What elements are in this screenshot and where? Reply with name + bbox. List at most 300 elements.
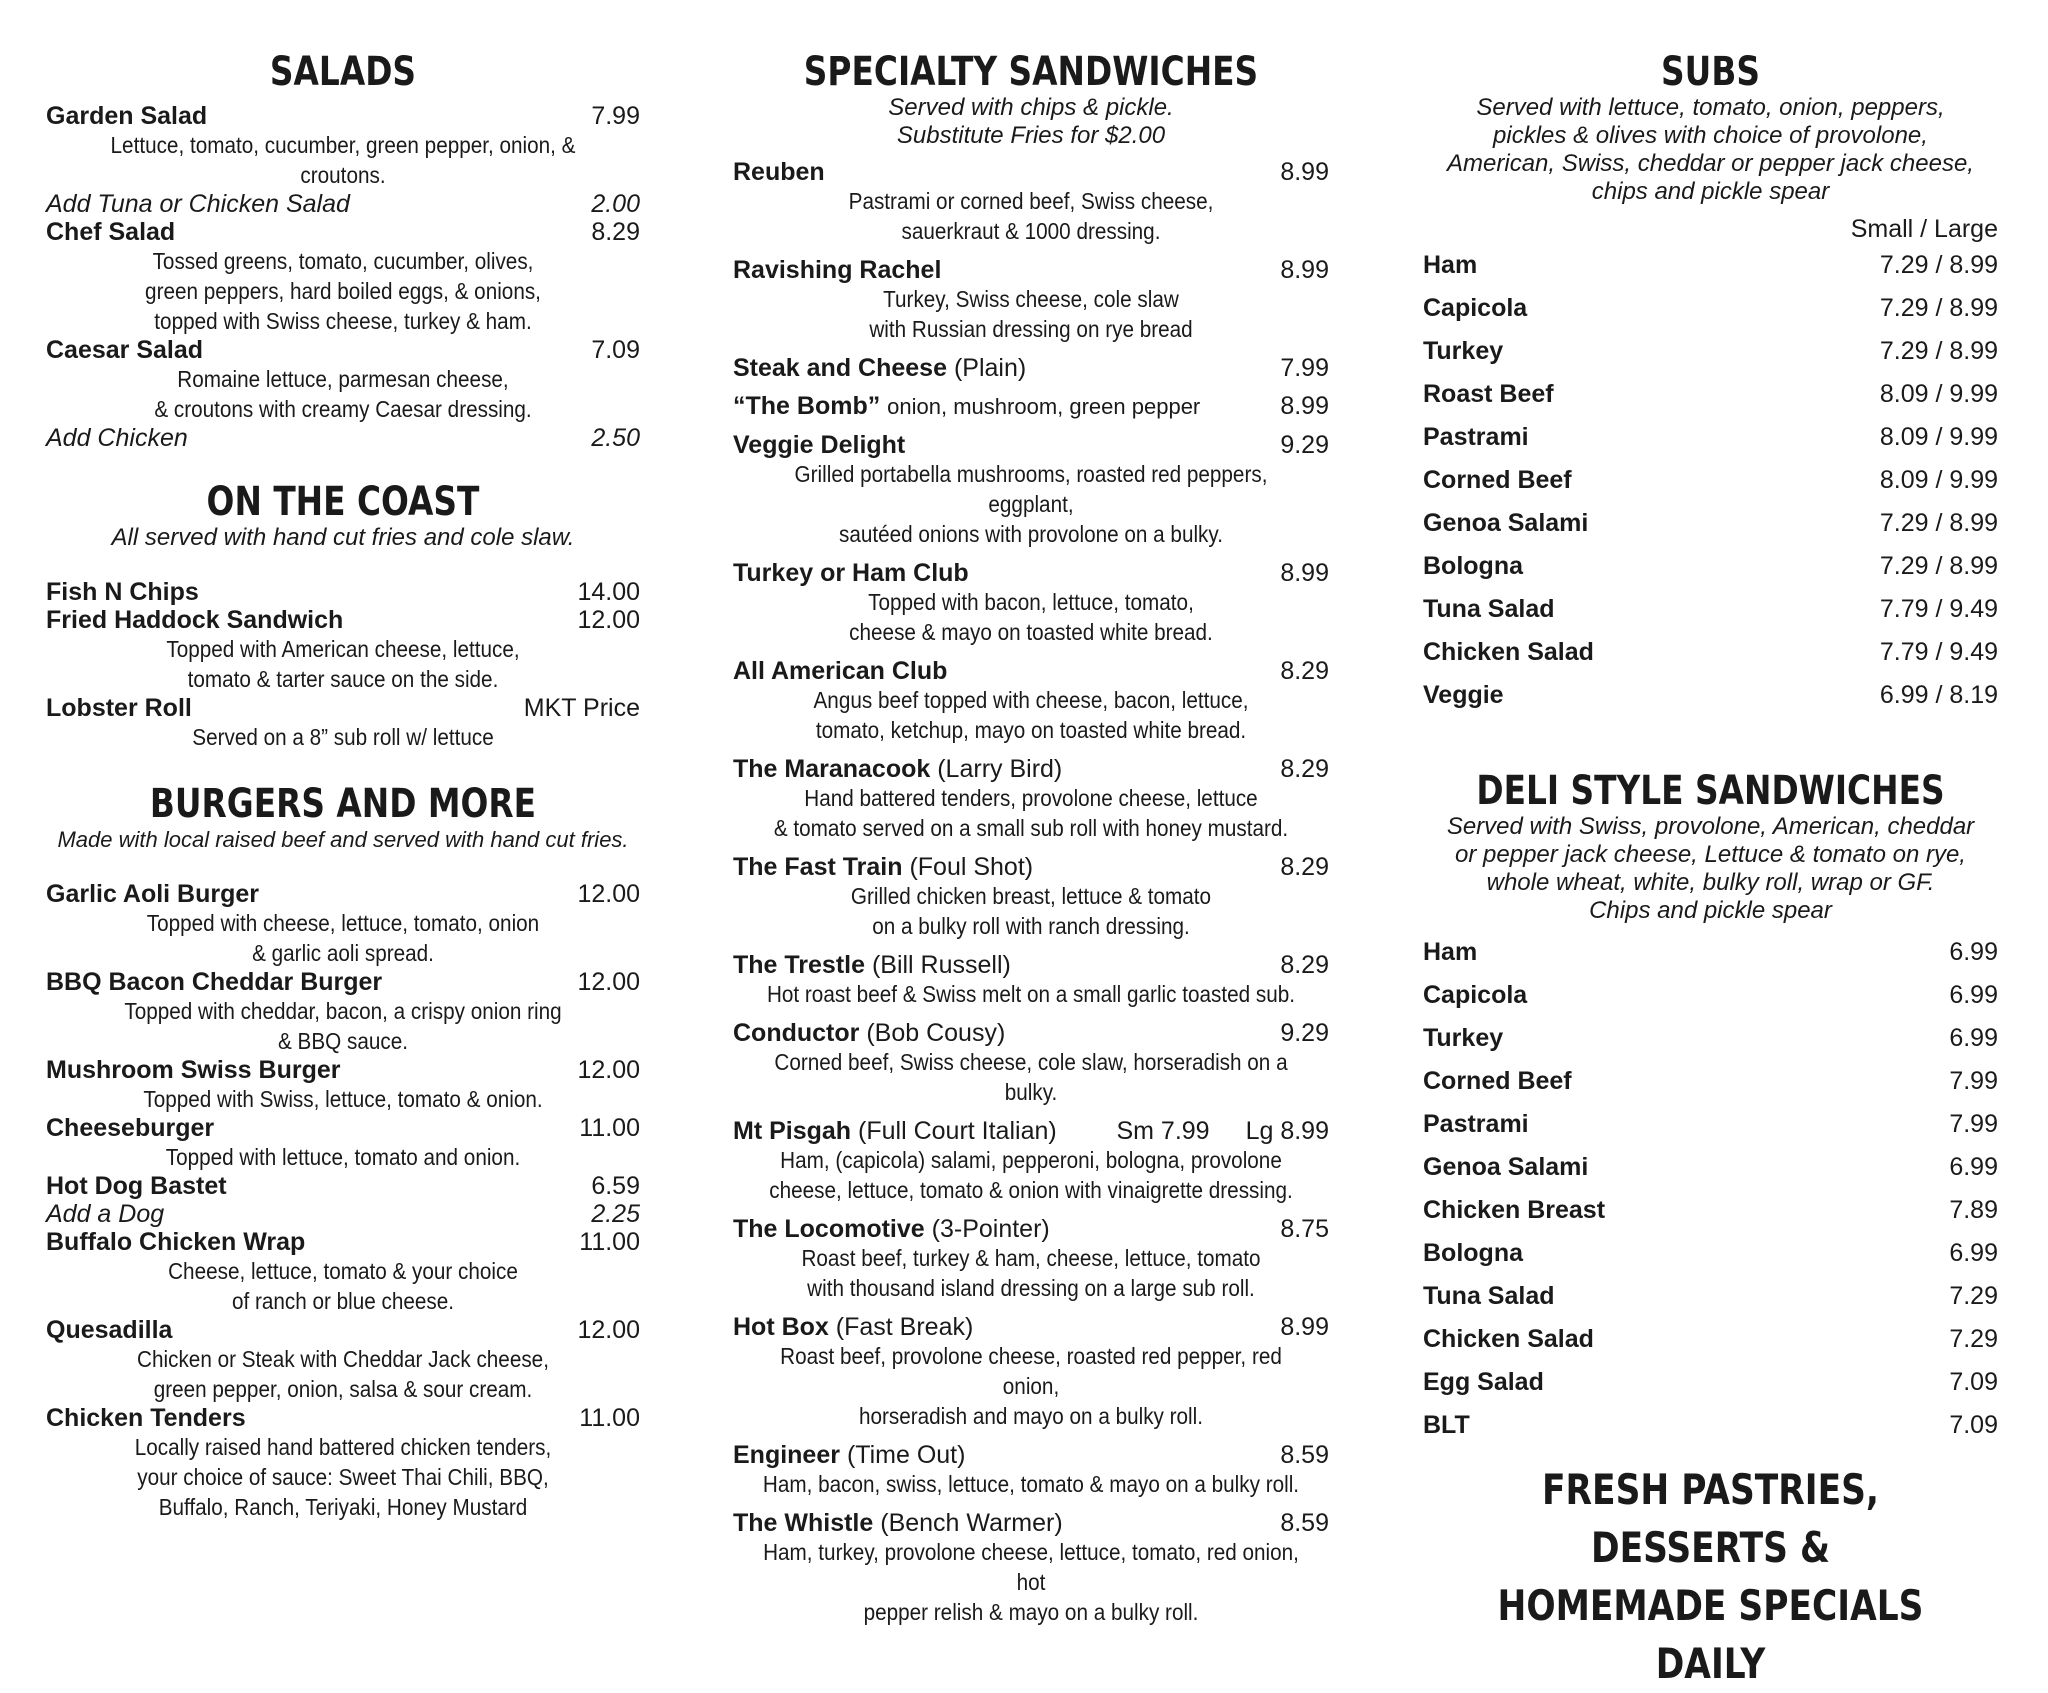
item-name — [733, 1215, 1050, 1243]
deli-sandwiches-section — [1423, 769, 1998, 1447]
menu-item-row — [1423, 1060, 1998, 1103]
item-name-text: Capicola — [1423, 981, 1528, 1009]
item-description: Ham, (capicola) salami, pepperoni, bologna, provolone — [780, 1147, 1282, 1173]
menu-item — [1423, 545, 1998, 588]
menu-item — [1423, 330, 1998, 373]
item-name-text: Bologna — [1423, 1239, 1523, 1267]
item-description: tomato & tarter sauce on the side. — [187, 666, 499, 692]
item-name — [46, 1056, 341, 1084]
item-description: green pepper, onion, salsa & sour cream. — [153, 1376, 533, 1402]
item-price: 7.99 — [1949, 1067, 1998, 1095]
menu-item-row — [1423, 545, 1998, 588]
menu-list — [46, 880, 640, 1522]
item-name — [1423, 545, 1523, 588]
item-name-text: Caesar Salad — [46, 336, 204, 364]
item-name — [733, 559, 969, 587]
item-price: 9.29 — [1280, 1019, 1329, 1047]
item-price-group — [1949, 931, 1998, 974]
subtitle-line: pickles & olives with choice of provolone, — [1493, 122, 1928, 149]
item-description: Chicken or Steak with Cheddar Jack cheese, — [137, 1346, 549, 1372]
menu-item — [46, 1228, 640, 1316]
item-name-text: Turkey — [1423, 1024, 1504, 1052]
item-price: 8.29 — [1280, 853, 1329, 881]
menu-item — [46, 1404, 640, 1522]
item-name — [46, 336, 203, 364]
menu-item-row — [733, 755, 1329, 783]
item-name-text: Quesadilla — [46, 1316, 173, 1344]
menu-item — [46, 1172, 640, 1200]
item-name — [46, 880, 259, 908]
item-name — [1423, 674, 1504, 717]
menu-item — [1423, 1189, 1998, 1232]
item-name — [733, 1441, 965, 1469]
item-description: Roast beef, turkey & ham, cheese, lettuce, tomato — [801, 1245, 1261, 1271]
menu-item — [733, 392, 1329, 421]
item-price-group — [577, 968, 640, 996]
item-price: 8.59 — [1280, 1441, 1329, 1469]
menu-item-row — [1423, 1318, 1998, 1361]
item-price-group — [1116, 1117, 1329, 1145]
item-description: & garlic aoli spread. — [252, 940, 434, 966]
menu-item-row — [1423, 244, 1998, 287]
item-name-text: Genoa Salami — [1423, 509, 1589, 537]
item-name-text: The Whistle — [733, 1509, 874, 1537]
menu-item — [733, 951, 1329, 1009]
subtitle-line: or pepper jack cheese, Lettuce & tomato on rye, — [1455, 841, 1966, 868]
item-description: & BBQ sauce. — [277, 1028, 409, 1054]
item-name-text: Chicken Tenders — [46, 1404, 246, 1432]
item-price-group — [1280, 853, 1329, 881]
item-description: Romaine lettuce, parmesan cheese, — [177, 366, 509, 392]
menu-item — [1423, 1060, 1998, 1103]
item-name — [733, 1117, 1057, 1145]
burgers-section — [46, 782, 640, 1522]
item-name — [1423, 502, 1588, 545]
item-nickname: (Bob Cousy) — [866, 1019, 1006, 1047]
item-name-text: Chicken Breast — [1423, 1196, 1606, 1224]
item-name-text: Veggie Delight — [733, 431, 906, 459]
item-price-group — [1880, 244, 1998, 287]
item-name-text: Mushroom Swiss Burger — [46, 1056, 341, 1084]
item-description: Served on a 8” sub roll w/ lettuce — [192, 724, 494, 750]
column-right — [1423, 50, 1998, 1693]
menu-item-row — [1423, 1017, 1998, 1060]
item-description: of ranch or blue cheese. — [231, 1288, 455, 1314]
menu-list — [46, 578, 640, 752]
item-price-group — [1280, 755, 1329, 783]
item-price: 11.00 — [579, 1228, 640, 1256]
item-description: Angus beef topped with cheese, bacon, lettuce, — [813, 687, 1249, 713]
item-name-text: Pastrami — [1423, 423, 1529, 451]
section-title: DELI STYLE SANDWICHES — [1476, 768, 1945, 814]
menu-item-row — [1423, 502, 1998, 545]
menu-item — [733, 1313, 1329, 1431]
menu-item-row — [1423, 287, 1998, 330]
item-price-group — [1880, 674, 1998, 717]
item-name-text: The Trestle — [733, 951, 865, 979]
menu-item — [733, 256, 1329, 344]
section-title: SPECIALTY SANDWICHES — [803, 49, 1259, 95]
item-name — [1423, 1189, 1605, 1232]
menu-item — [46, 1114, 640, 1172]
item-description: Topped with Swiss, lettuce, tomato & onion. — [143, 1086, 543, 1112]
section-title: BURGERS AND MORE — [149, 781, 537, 827]
item-name — [733, 256, 941, 284]
item-price-group — [1949, 1146, 1998, 1189]
menu-item-row — [46, 968, 640, 996]
menu-item — [1423, 373, 1998, 416]
menu-item-row — [46, 578, 640, 606]
menu-item — [46, 1056, 640, 1114]
footer-line: FRESH PASTRIES, DESSERTS & — [1542, 1465, 1879, 1572]
item-name — [1423, 1060, 1572, 1103]
item-description: Locally raised hand battered chicken tenders, — [134, 1434, 552, 1460]
item-price: 9.29 — [1280, 431, 1329, 459]
menu-item-row — [46, 1404, 640, 1432]
section-title: SUBS — [1661, 49, 1760, 95]
menu-item — [1423, 416, 1998, 459]
item-name-text: Reuben — [733, 158, 825, 186]
menu-item-row — [46, 694, 640, 722]
item-name — [733, 1313, 973, 1341]
item-description: on a bulky roll with ranch dressing. — [872, 913, 1190, 939]
item-description: tomato, ketchup, mayo on toasted white bread. — [815, 717, 1247, 743]
item-description: Topped with American cheese, lettuce, — [166, 636, 520, 662]
item-description: Hot roast beef & Swiss melt on a small garlic toasted sub. — [766, 981, 1296, 1007]
menu-item-row — [733, 657, 1329, 685]
menu-item-row — [46, 1172, 640, 1200]
section-subtitle — [1423, 813, 1998, 925]
item-name — [46, 1200, 164, 1228]
item-price: 8.99 — [1280, 158, 1329, 186]
menu-item — [1423, 502, 1998, 545]
menu-item-row — [46, 1200, 640, 1228]
item-name-text: Tuna Salad — [1423, 595, 1555, 623]
item-price-group — [1880, 459, 1998, 502]
item-nickname: (Full Court Italian) — [858, 1117, 1057, 1145]
item-name-text: The Maranacook — [733, 755, 931, 783]
menu-item-row — [733, 354, 1329, 382]
menu-item-row — [1423, 974, 1998, 1017]
item-price: 12.00 — [577, 1316, 640, 1344]
item-name-text: Add a Dog — [46, 1200, 165, 1228]
column-left — [46, 50, 640, 1522]
item-nickname: (3-Pointer) — [931, 1215, 1050, 1243]
menu-item-row — [1423, 1361, 1998, 1404]
item-name-text: Ravishing Rachel — [733, 256, 942, 284]
specialty-sandwiches-section — [733, 50, 1329, 1627]
item-price-group — [1880, 330, 1998, 373]
item-name-text: Add Tuna or Chicken Salad — [46, 190, 350, 218]
item-name — [46, 578, 199, 606]
item-price: 12.00 — [577, 606, 640, 634]
item-description: pepper relish & mayo on a bulky roll. — [863, 1599, 1199, 1625]
menu-item — [1423, 244, 1998, 287]
item-price: 8.75 — [1280, 1215, 1329, 1243]
item-name — [733, 158, 825, 186]
item-description: Tossed greens, tomato, cucumber, olives, — [152, 248, 534, 274]
item-description: Buffalo, Ranch, Teriyaki, Honey Mustard — [158, 1494, 528, 1520]
item-price-group — [1880, 545, 1998, 588]
item-name — [733, 1509, 1063, 1537]
item-name — [1423, 1361, 1544, 1404]
item-name — [1423, 974, 1527, 1017]
item-price-group — [579, 1114, 640, 1142]
menu-item — [733, 559, 1329, 647]
menu-item — [1423, 974, 1998, 1017]
menu-item — [46, 606, 640, 694]
item-name-text: Mt Pisgah — [733, 1117, 852, 1145]
menu-item — [46, 190, 640, 218]
item-price: 7.09 — [591, 336, 640, 364]
item-name — [1423, 1017, 1503, 1060]
item-name-text: Egg Salad — [1423, 1368, 1544, 1396]
item-name-text: Ham — [1423, 938, 1478, 966]
item-price-small: Sm 7.99 — [1116, 1117, 1210, 1145]
item-price-group — [1949, 974, 1998, 1017]
subtitle-line: chips and pickle spear — [1591, 178, 1830, 205]
menu-item-row — [46, 606, 640, 634]
item-description: Hand battered tenders, provolone cheese, lettuce — [804, 785, 1258, 811]
item-name — [46, 694, 192, 722]
item-price: 6.99 — [1949, 981, 1998, 1009]
menu-list — [733, 158, 1329, 1627]
section-title: ON THE COAST — [206, 479, 480, 525]
item-name — [1423, 1275, 1555, 1318]
item-price-group — [1949, 1361, 1998, 1404]
item-name-text: Hot Dog Bastet — [46, 1172, 227, 1200]
item-description: cheese, lettuce, tomato & onion with vinaigrette dressing. — [769, 1177, 1293, 1203]
item-description: & tomato served on a small sub roll with honey mustard. — [773, 815, 1289, 841]
item-price: 12.00 — [577, 968, 640, 996]
item-price-group — [1949, 1189, 1998, 1232]
item-name-text: Garlic Aoli Burger — [46, 880, 260, 908]
column-middle — [733, 50, 1329, 1627]
item-price: 2.00 — [591, 190, 640, 218]
menu-item-row — [733, 256, 1329, 284]
item-price: 7.09 — [1949, 1368, 1998, 1396]
item-name — [1423, 330, 1503, 373]
menu-item — [733, 755, 1329, 843]
item-price: 6.99 / 8.19 — [1879, 681, 1998, 709]
section-title: SALADS — [269, 49, 417, 95]
item-description: green peppers, hard boiled eggs, & onions, — [145, 278, 541, 304]
menu-item-row — [733, 1019, 1329, 1047]
item-price-group — [1949, 1103, 1998, 1146]
item-description: Topped with bacon, lettuce, tomato, — [868, 589, 1194, 615]
menu-item — [1423, 1146, 1998, 1189]
item-description: Turkey, Swiss cheese, cole slaw — [883, 286, 1179, 312]
item-price: Lg 8.99 — [1245, 1117, 1329, 1145]
item-name-text: Corned Beef — [1423, 466, 1572, 494]
item-price-group — [1280, 1509, 1329, 1537]
item-description: Corned beef, Swiss cheese, cole slaw, horseradish on a bulky. — [774, 1049, 1288, 1105]
item-name — [1423, 588, 1555, 631]
item-name-text: Lobster Roll — [46, 694, 192, 722]
item-nickname: (Plain) — [953, 354, 1027, 382]
item-price: 6.99 — [1949, 1024, 1998, 1052]
item-name — [1423, 459, 1572, 502]
item-name-text: Tuna Salad — [1423, 1282, 1555, 1310]
item-description: horseradish and mayo on a bulky roll. — [858, 1403, 1204, 1429]
item-name-text: Add Chicken — [46, 424, 188, 452]
item-price-group — [1880, 631, 1998, 674]
item-name — [46, 1114, 214, 1142]
item-description: Grilled portabella mushrooms, roasted red peppers, eggplant, — [794, 461, 1268, 517]
item-price-group — [1880, 287, 1998, 330]
item-name — [46, 1316, 172, 1344]
menu-item — [1423, 1017, 1998, 1060]
item-name-text: Ham — [1423, 251, 1478, 279]
menu-item-row — [1423, 1189, 1998, 1232]
item-price: 7.89 — [1949, 1196, 1998, 1224]
item-name — [46, 1172, 227, 1200]
item-price-group — [1880, 502, 1998, 545]
item-price: 8.99 — [1280, 1313, 1329, 1341]
menu-item-row — [1423, 1404, 1998, 1447]
item-price: 7.29 / 8.99 — [1879, 337, 1998, 365]
menu-item-row — [46, 102, 640, 130]
item-name — [1423, 1404, 1470, 1447]
menu-item-row — [733, 1313, 1329, 1341]
item-price: 7.99 — [1949, 1110, 1998, 1138]
item-description: Pastrami or corned beef, Swiss cheese, — [848, 188, 1214, 214]
item-name-text: Steak and Cheese — [733, 354, 947, 382]
menu-item-row — [1423, 330, 1998, 373]
item-price: 7.29 / 8.99 — [1879, 294, 1998, 322]
salads-section — [46, 50, 640, 452]
item-description: topped with Swiss cheese, turkey & ham. — [154, 308, 532, 334]
item-price-group — [591, 424, 640, 452]
item-name-text: Garden Salad — [46, 102, 208, 130]
menu-item — [1423, 1103, 1998, 1146]
item-price: MKT Price — [523, 694, 640, 722]
item-name — [733, 951, 1011, 979]
menu-item-row — [46, 1056, 640, 1084]
item-price: 8.29 — [1280, 755, 1329, 783]
item-price-group — [577, 578, 640, 606]
item-description: sautéed onions with provolone on a bulky. — [839, 521, 1223, 547]
menu-item-row — [733, 951, 1329, 979]
menu-list — [46, 102, 640, 452]
menu-item-row — [733, 1215, 1329, 1243]
item-price: 11.00 — [579, 1404, 640, 1432]
item-name — [733, 853, 1033, 881]
item-name-text: All American Club — [733, 657, 948, 685]
item-price: 7.29 — [1949, 1282, 1998, 1310]
menu-item-row — [1423, 1103, 1998, 1146]
item-price-group — [1949, 1275, 1998, 1318]
item-price: 8.09 / 9.99 — [1879, 423, 1998, 451]
footer-line: HOMEMADE SPECIALS DAILY — [1497, 1581, 1924, 1688]
item-price: 7.99 — [591, 102, 640, 130]
on-the-coast-section — [46, 480, 640, 752]
subs-section — [1423, 50, 1998, 717]
item-name-text: Corned Beef — [1423, 1067, 1572, 1095]
menu-item — [46, 1316, 640, 1404]
item-name-text: Turkey — [1423, 337, 1504, 365]
item-price: 8.99 — [1280, 256, 1329, 284]
item-price-group — [1880, 373, 1998, 416]
menu-item — [733, 853, 1329, 941]
menu-item-row — [46, 190, 640, 218]
item-price-group — [579, 1228, 640, 1256]
subtitle-line: Served with lettuce, tomato, onion, peppers, — [1476, 94, 1945, 121]
menu-item — [1423, 1275, 1998, 1318]
item-nickname: (Fast Break) — [835, 1313, 974, 1341]
item-name — [1423, 631, 1594, 674]
item-name-text: Pastrami — [1423, 1110, 1529, 1138]
item-name-text: Genoa Salami — [1423, 1153, 1589, 1181]
item-description: your choice of sauce: Sweet Thai Chili, BBQ, — [137, 1464, 549, 1490]
item-name-text: Chicken Salad — [1423, 1325, 1594, 1353]
item-price-group — [1280, 392, 1329, 420]
item-name — [1423, 1146, 1588, 1189]
item-price-group — [1949, 1017, 1998, 1060]
item-price-group — [577, 1316, 640, 1344]
menu-item-row — [1423, 416, 1998, 459]
menu-item-row — [46, 424, 640, 452]
item-price: 12.00 — [577, 1056, 640, 1084]
item-description: with Russian dressing on rye bread — [869, 316, 1193, 342]
menu-item-row — [46, 336, 640, 364]
subtitle-line: Chips and pickle spear — [1589, 897, 1832, 924]
menu-item-row — [1423, 1275, 1998, 1318]
item-name-text: Chicken Salad — [1423, 638, 1594, 666]
item-name-text: Fish N Chips — [46, 578, 199, 606]
item-name — [46, 424, 188, 452]
item-name — [46, 968, 382, 996]
menu-item-row — [733, 1509, 1329, 1537]
section-subtitle: Made with local raised beef and served with hand cut fries. — [57, 827, 629, 852]
menu-item-row — [733, 853, 1329, 881]
item-name — [733, 657, 947, 685]
item-name — [46, 1228, 305, 1256]
menu-item — [733, 1441, 1329, 1499]
section-subtitle: All served with hand cut fries and cole slaw. — [111, 524, 575, 551]
item-name-text: Engineer — [733, 1441, 840, 1469]
item-price: 6.99 — [1949, 938, 1998, 966]
item-price-group — [1880, 588, 1998, 631]
menu-item-row — [1423, 588, 1998, 631]
menu-item — [46, 1200, 640, 1228]
item-price-group — [591, 102, 640, 130]
item-price-group — [577, 1056, 640, 1084]
menu-item-row — [1423, 373, 1998, 416]
item-price-group — [1949, 1232, 1998, 1275]
item-name — [1423, 931, 1477, 974]
item-name — [1423, 373, 1554, 416]
menu-item-row — [1423, 931, 1998, 974]
item-name — [1423, 244, 1477, 287]
menu-item — [733, 431, 1329, 549]
menu-item — [733, 158, 1329, 246]
item-price-group — [577, 606, 640, 634]
menu-item — [46, 102, 640, 190]
menu-item-row — [1423, 674, 1998, 717]
menu-item-row — [733, 559, 1329, 587]
menu-item-row — [1423, 631, 1998, 674]
item-name — [1423, 1318, 1594, 1361]
item-description: Roast beef, provolone cheese, roasted red pepper, red onion, — [780, 1343, 1282, 1399]
menu-item — [1423, 631, 1998, 674]
item-price-group — [591, 218, 640, 246]
menu-item-row — [46, 1114, 640, 1142]
item-name-text: BBQ Bacon Cheddar Burger — [46, 968, 383, 996]
item-nickname: (Time Out) — [846, 1441, 966, 1469]
item-name-text: Conductor — [733, 1019, 860, 1047]
item-price: 2.50 — [591, 424, 640, 452]
